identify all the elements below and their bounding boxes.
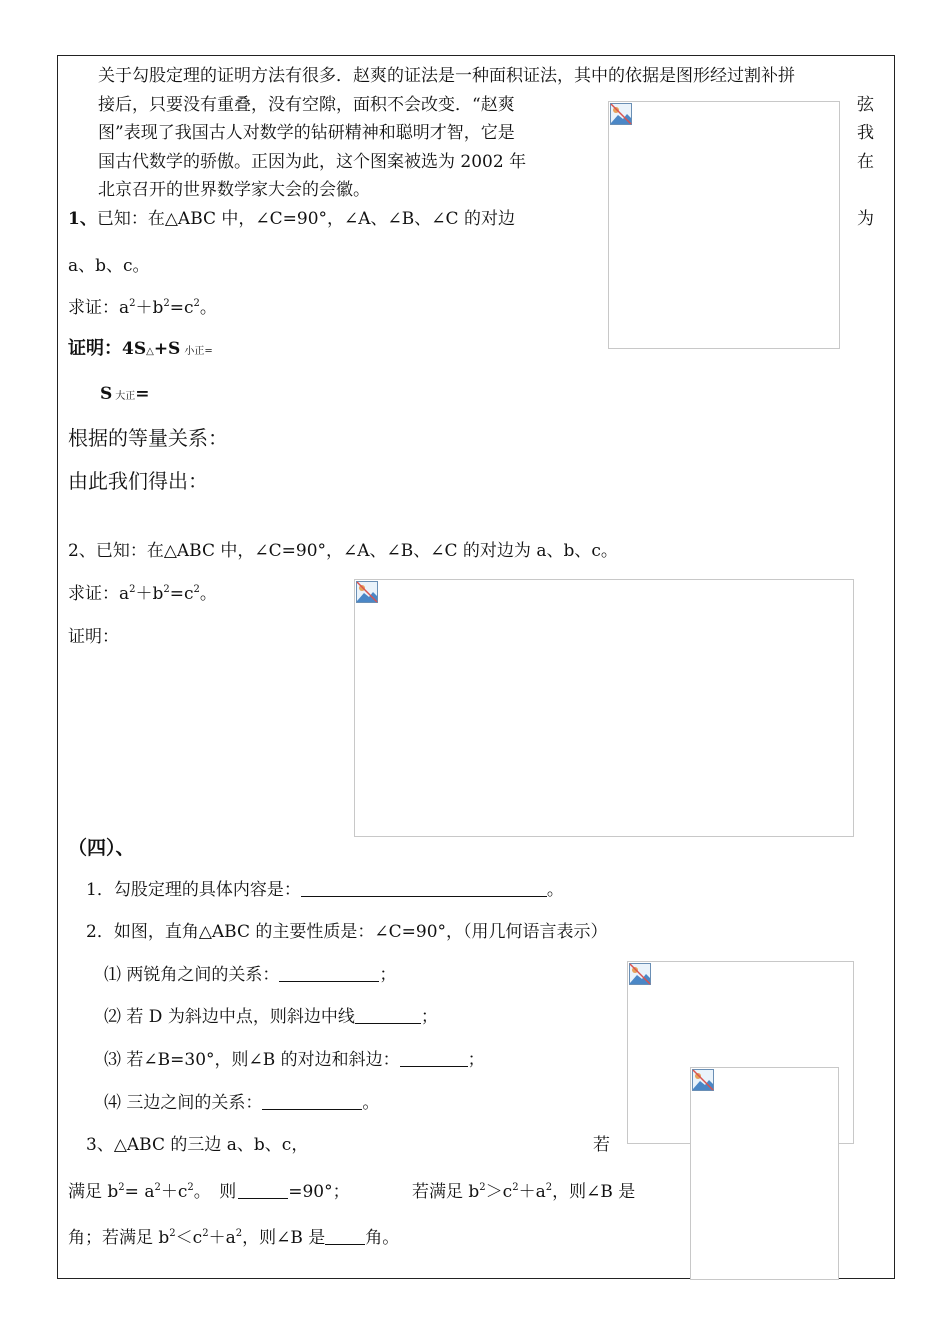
broken-image-icon <box>610 103 632 125</box>
intro-line-5: 北京召开的世界数学家大会的会徽。 <box>98 180 370 200</box>
intro-line-1: 关于勾股定理的证明方法有很多．赵爽的证法是一种面积证法，其中的依据是图形经过割补拼 <box>98 66 795 86</box>
question-2-3: ⑶ 若∠B=30°，则∠B 的对边和斜边： ； <box>104 1050 485 1070</box>
intro-right-char-3: 在 <box>857 152 874 172</box>
answer-blank[interactable] <box>262 1093 362 1110</box>
problem1-given: 1、已知：在△ABC 中，∠C=90°，∠A、∠B、∠C 的对边 <box>68 209 515 229</box>
question-1: 1．勾股定理的具体内容是： 。 <box>86 880 564 900</box>
problem1-big-square: S大正= <box>100 384 150 404</box>
problem2-prove: 求证：$a^2+b^2=c^2$。 <box>68 584 217 604</box>
question-2-4: ⑷ 三边之间的关系： 。 <box>104 1093 380 1113</box>
answer-blank[interactable] <box>301 880 547 897</box>
broken-image-icon <box>629 963 651 985</box>
question-3-line3: 角；若满足 $b^2<c^2+a^2$，则∠B 是 角。 <box>68 1228 400 1248</box>
intro-right-char-1: 弦 <box>857 95 874 115</box>
answer-blank[interactable] <box>279 965 379 982</box>
triangle-figure-2 <box>690 1067 839 1280</box>
problem2-proof-label: 证明： <box>68 627 119 647</box>
question-2-2: ⑵ 若 D 为斜边中点，则斜边中线 ； <box>104 1007 438 1027</box>
answer-blank[interactable] <box>238 1182 288 1199</box>
question-3-ruo: 若 <box>593 1135 610 1155</box>
question-2-1: ⑴ 两锐角之间的关系： ； <box>104 965 397 985</box>
intro-right-char-2: 我 <box>857 123 874 143</box>
problem1-relation: 根据的等量关系： <box>68 426 228 450</box>
intro-line-2: 接后，只要没有重叠，没有空隙，面积不会改变．“赵爽 <box>98 95 515 115</box>
question-3-line2b: 若满足 $b^2>c^2+a^2$，则∠B 是 <box>412 1182 636 1202</box>
question-2: 2．如图，直角△ABC 的主要性质是：∠C=90°，（用几何语言表示） <box>86 922 608 942</box>
answer-blank[interactable] <box>325 1228 365 1245</box>
answer-blank[interactable] <box>355 1007 421 1024</box>
problem1-sides: a、b、c。 <box>68 256 150 276</box>
section4-heading: （四）、 <box>68 837 135 859</box>
answer-blank[interactable] <box>400 1050 468 1067</box>
problem2-figure <box>354 579 854 837</box>
problem1-conclusion: 由此我们得出： <box>68 469 208 493</box>
intro-line-3: 图”表现了我国古人对数学的钻研精神和聪明才智，它是 <box>98 123 515 143</box>
broken-image-icon <box>692 1069 714 1091</box>
zhao-shuang-figure <box>608 101 840 349</box>
problem1-prove: 求证：$a^2+b^2=c^2$。 <box>68 298 217 318</box>
intro-line-4: 国古代数学的骄傲。正因为此，这个图案被选为 2002 年 <box>98 152 527 172</box>
intro-right-char-4: 为 <box>857 209 874 229</box>
question-3-line1: 3、△ABC 的三边 a、b、c， <box>86 1135 309 1155</box>
question-3-line2a: 满足 $b^2= a^2+c^2$。 则 =90°； <box>68 1182 350 1202</box>
broken-image-icon <box>356 581 378 603</box>
problem2-given: 2、已知：在△ABC 中，∠C=90°，∠A、∠B、∠C 的对边为 a、b、c。 <box>68 541 618 561</box>
problem1-proof: 证明：4S△+S 小正= <box>68 338 213 359</box>
